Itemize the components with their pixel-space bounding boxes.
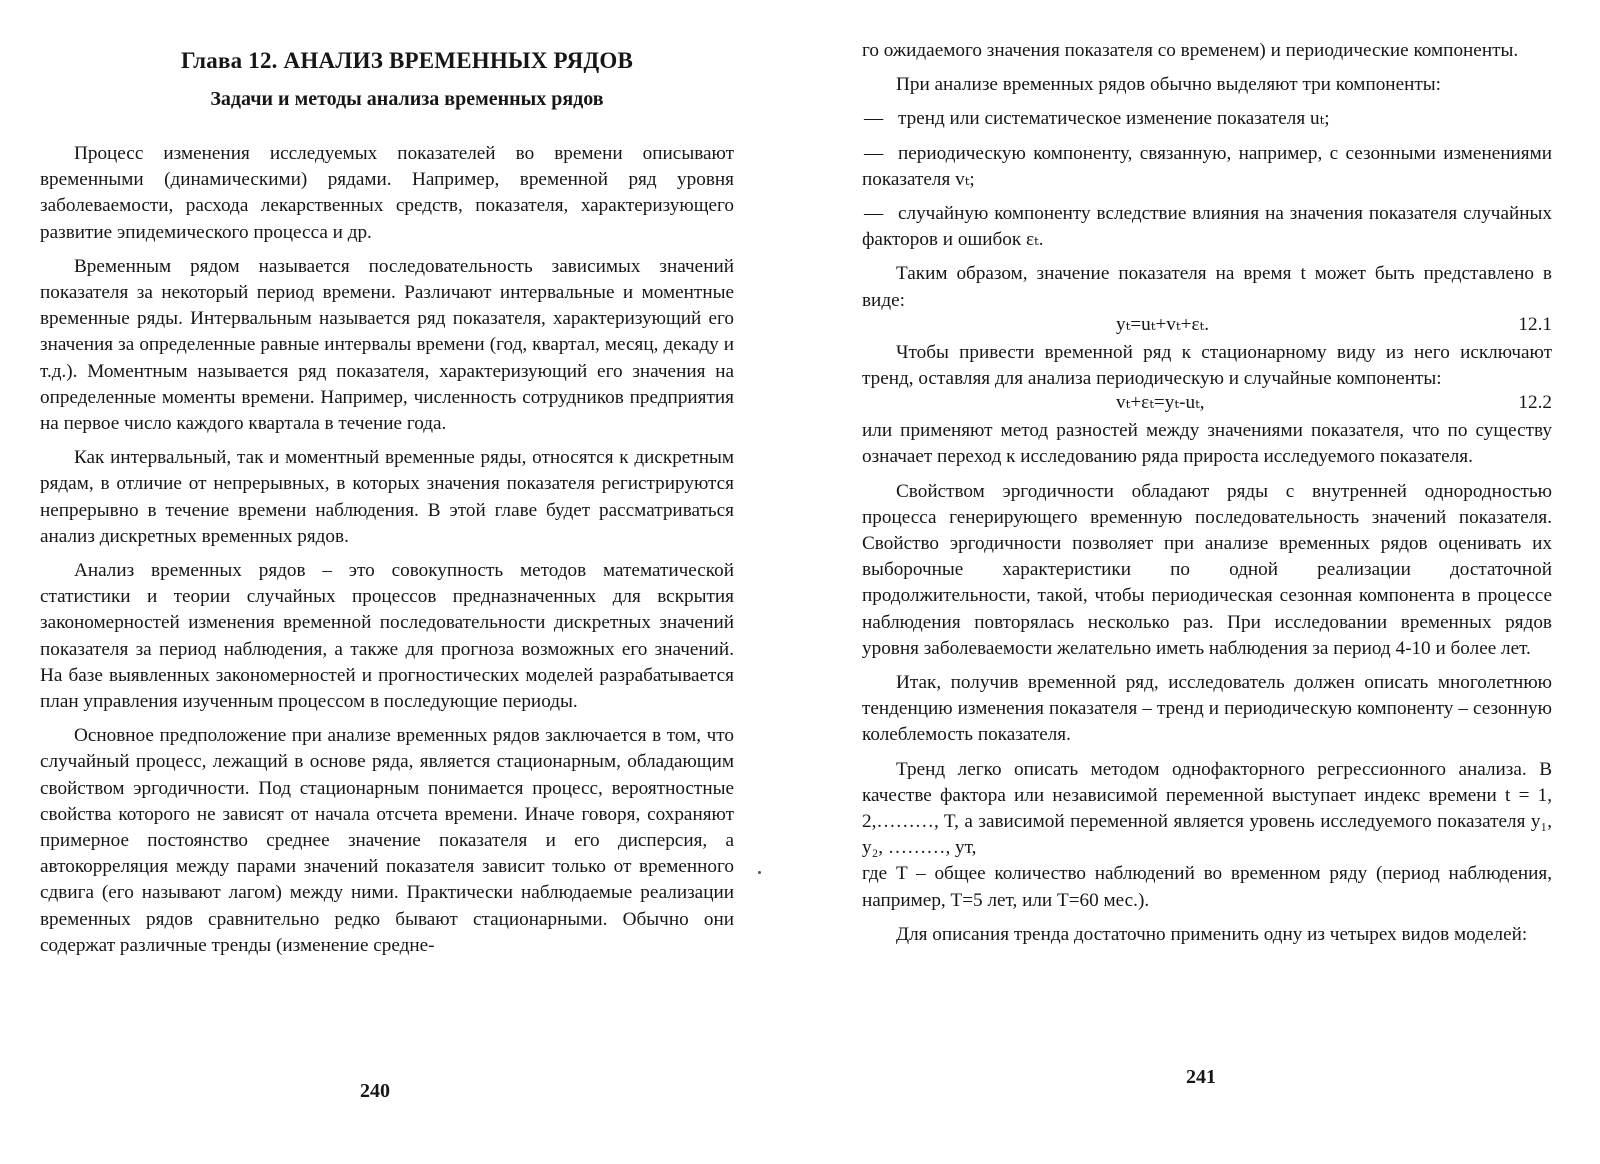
right-page-content (862, 38, 1552, 948)
list-dash: — (864, 203, 884, 225)
paragraph: Основное предположение при анализе временных рядов заключается в том, что случайный процесс, лежащий в основе ряда, является стационарным, обладающим свойством эргодичности. Под стационарным понимается процесс, вероятностные свойства которого не зависят от начала отсчета времени. Иначе говоря, сохраняют примерное постоянство среднее значение показателя и его дисперсия, а автокорреляция между парами значений показателя зависит только от временного сдвига (его называют лагом) между ними. Практически наблюдаемые реализации временных рядов сравнительно редко бывают стационарными. Обычно они содержат различные тренды (изменение средне- (40, 725, 734, 956)
chapter-title: Глава 12. АНАЛИЗ ВРЕМЕННЫХ РЯДОВ (180, 48, 634, 73)
formula (862, 312, 1552, 334)
paragraph: Как интервальный, так и моментный временные ряды, относятся к дискретным рядам, в отличие от непрерывных, в которых значения показателя регистрируются непрерывно в течение времени наблюдения. В этой главе будет рассматриваться анализ дискретных временных рядов. (40, 447, 734, 547)
list-dash: — (864, 108, 884, 130)
page-number: 241 (1186, 1066, 1216, 1088)
paragraph: Тренд легко описать методом однофакторного регрессионного анализа. В качестве фактора или независимой переменной выступает индекс времени t = 1, 2,………, T, а зависимой переменной является уровень исследуемого показателя y₁, y₂, ………, yт, (862, 758, 1552, 859)
paragraph: Процесс изменения исследуемых показателей во времени описывают временными (динамическими) рядами. Например, временной ряд уровня заболеваемости, расхода лекарственных средств, показателя, характеризующего развитие эпидемического процесса и др. (40, 143, 734, 243)
section-title: Задачи и методы анализа временных рядов (210, 88, 604, 110)
right-page (800, 0, 1600, 1164)
formula (862, 390, 1552, 412)
formula-expression: vₜ+εₜ=yₜ-uₜ, (1116, 392, 1205, 414)
left-page-content (40, 141, 734, 959)
list-item (862, 201, 1552, 253)
paragraph: При анализе временных рядов обычно выделяют три компоненты: (896, 74, 1441, 96)
paragraph: Таким образом, значение показателя на время t может быть представлено в виде: (862, 263, 1552, 311)
list-item-text: тренд или систематическое изменение показателя uₜ; (898, 108, 1330, 130)
paragraph: Временным рядом называется последовательность зависимых значений показателя за некоторый период времени. Различают интервальные и моментные временные ряды. Интервальным называется ряд показателя, характеризующий его значения за определенные равные интервалы времени (год, квартал, месяц, декаду и т.д.). Моментным называется ряд показателя, характеризующий его значения на определенные моменты времени. Например, численность сотрудников предприятия на первое число каждого квартала в течение года. (40, 255, 734, 435)
paragraph: Чтобы привести временной ряд к стационарному виду из него исключают тренд, оставляя для анализа периодическую и случайные компоненты: (862, 341, 1552, 390)
formula-number: 12.1 (1518, 313, 1552, 335)
paragraph-continuation: или применяют метод разностей между значениями показателя, что по существу означает переход к исследованию ряда прироста исследуемого показателя. (862, 420, 1552, 468)
paragraph: Анализ временных рядов – это совокупность методов математической статистики и теории случайных процессов предназначенных для вскрытия закономерностей изменения временной последовательности дискретных значений показателя за период наблюдения, а также для прогноза возможных его значений. На базе выявленных закономерностей и прогностических моделей разрабатывается план управления изученным процессом в последующие периоды. (40, 560, 734, 713)
list-dash: — (864, 142, 884, 164)
formula-number: 12.2 (1518, 392, 1552, 414)
paragraph: Итак, получив временной ряд, исследователь должен описать многолетнюю тенденцию изменения показателя – тренд и периодическую компоненту – сезонную колеблемость показателя. (862, 672, 1552, 746)
paragraph-continuation: го ожидаемого значения показателя со временем) и периодические компоненты. (862, 40, 1519, 61)
list-item (862, 141, 1552, 193)
paragraph: Для описания тренда достаточно применить одну из четырех видов моделей: (896, 923, 1528, 945)
scan-speck (758, 871, 761, 874)
paragraph-where: где T – общее количество наблюдений во временном ряду (период наблюдения, например, T=5 лет, или T=60 мес.). (862, 863, 1552, 911)
page-number: 240 (360, 1080, 390, 1102)
paragraph: Свойством эргодичности обладают ряды с внутренней однородностью процесса генерирующего временную последовательность значений показателя. Свойство эргодичности позволяет при анализе временных рядов оценивать их выборочные характеристики по одной реализации достаточной продолжительности, такой, чтобы периодическая сезонная компонента в процессе наблюдения повторялась несколько раз. При исследовании временных рядов уровня заболеваемости желательно иметь наблюдения за период 4-10 и более лет. (862, 480, 1552, 659)
formula-expression: yₜ=uₜ+vₜ+εₜ. (1116, 313, 1210, 335)
list-item-text: случайную компоненту вследствие влияния на значения показателя случайных факторов и ошибок εₜ. (862, 203, 1552, 251)
list-item (862, 106, 1552, 132)
list-item-text: периодическую компоненту, связанную, например, с сезонными изменениями показателя vₜ; (862, 142, 1552, 190)
